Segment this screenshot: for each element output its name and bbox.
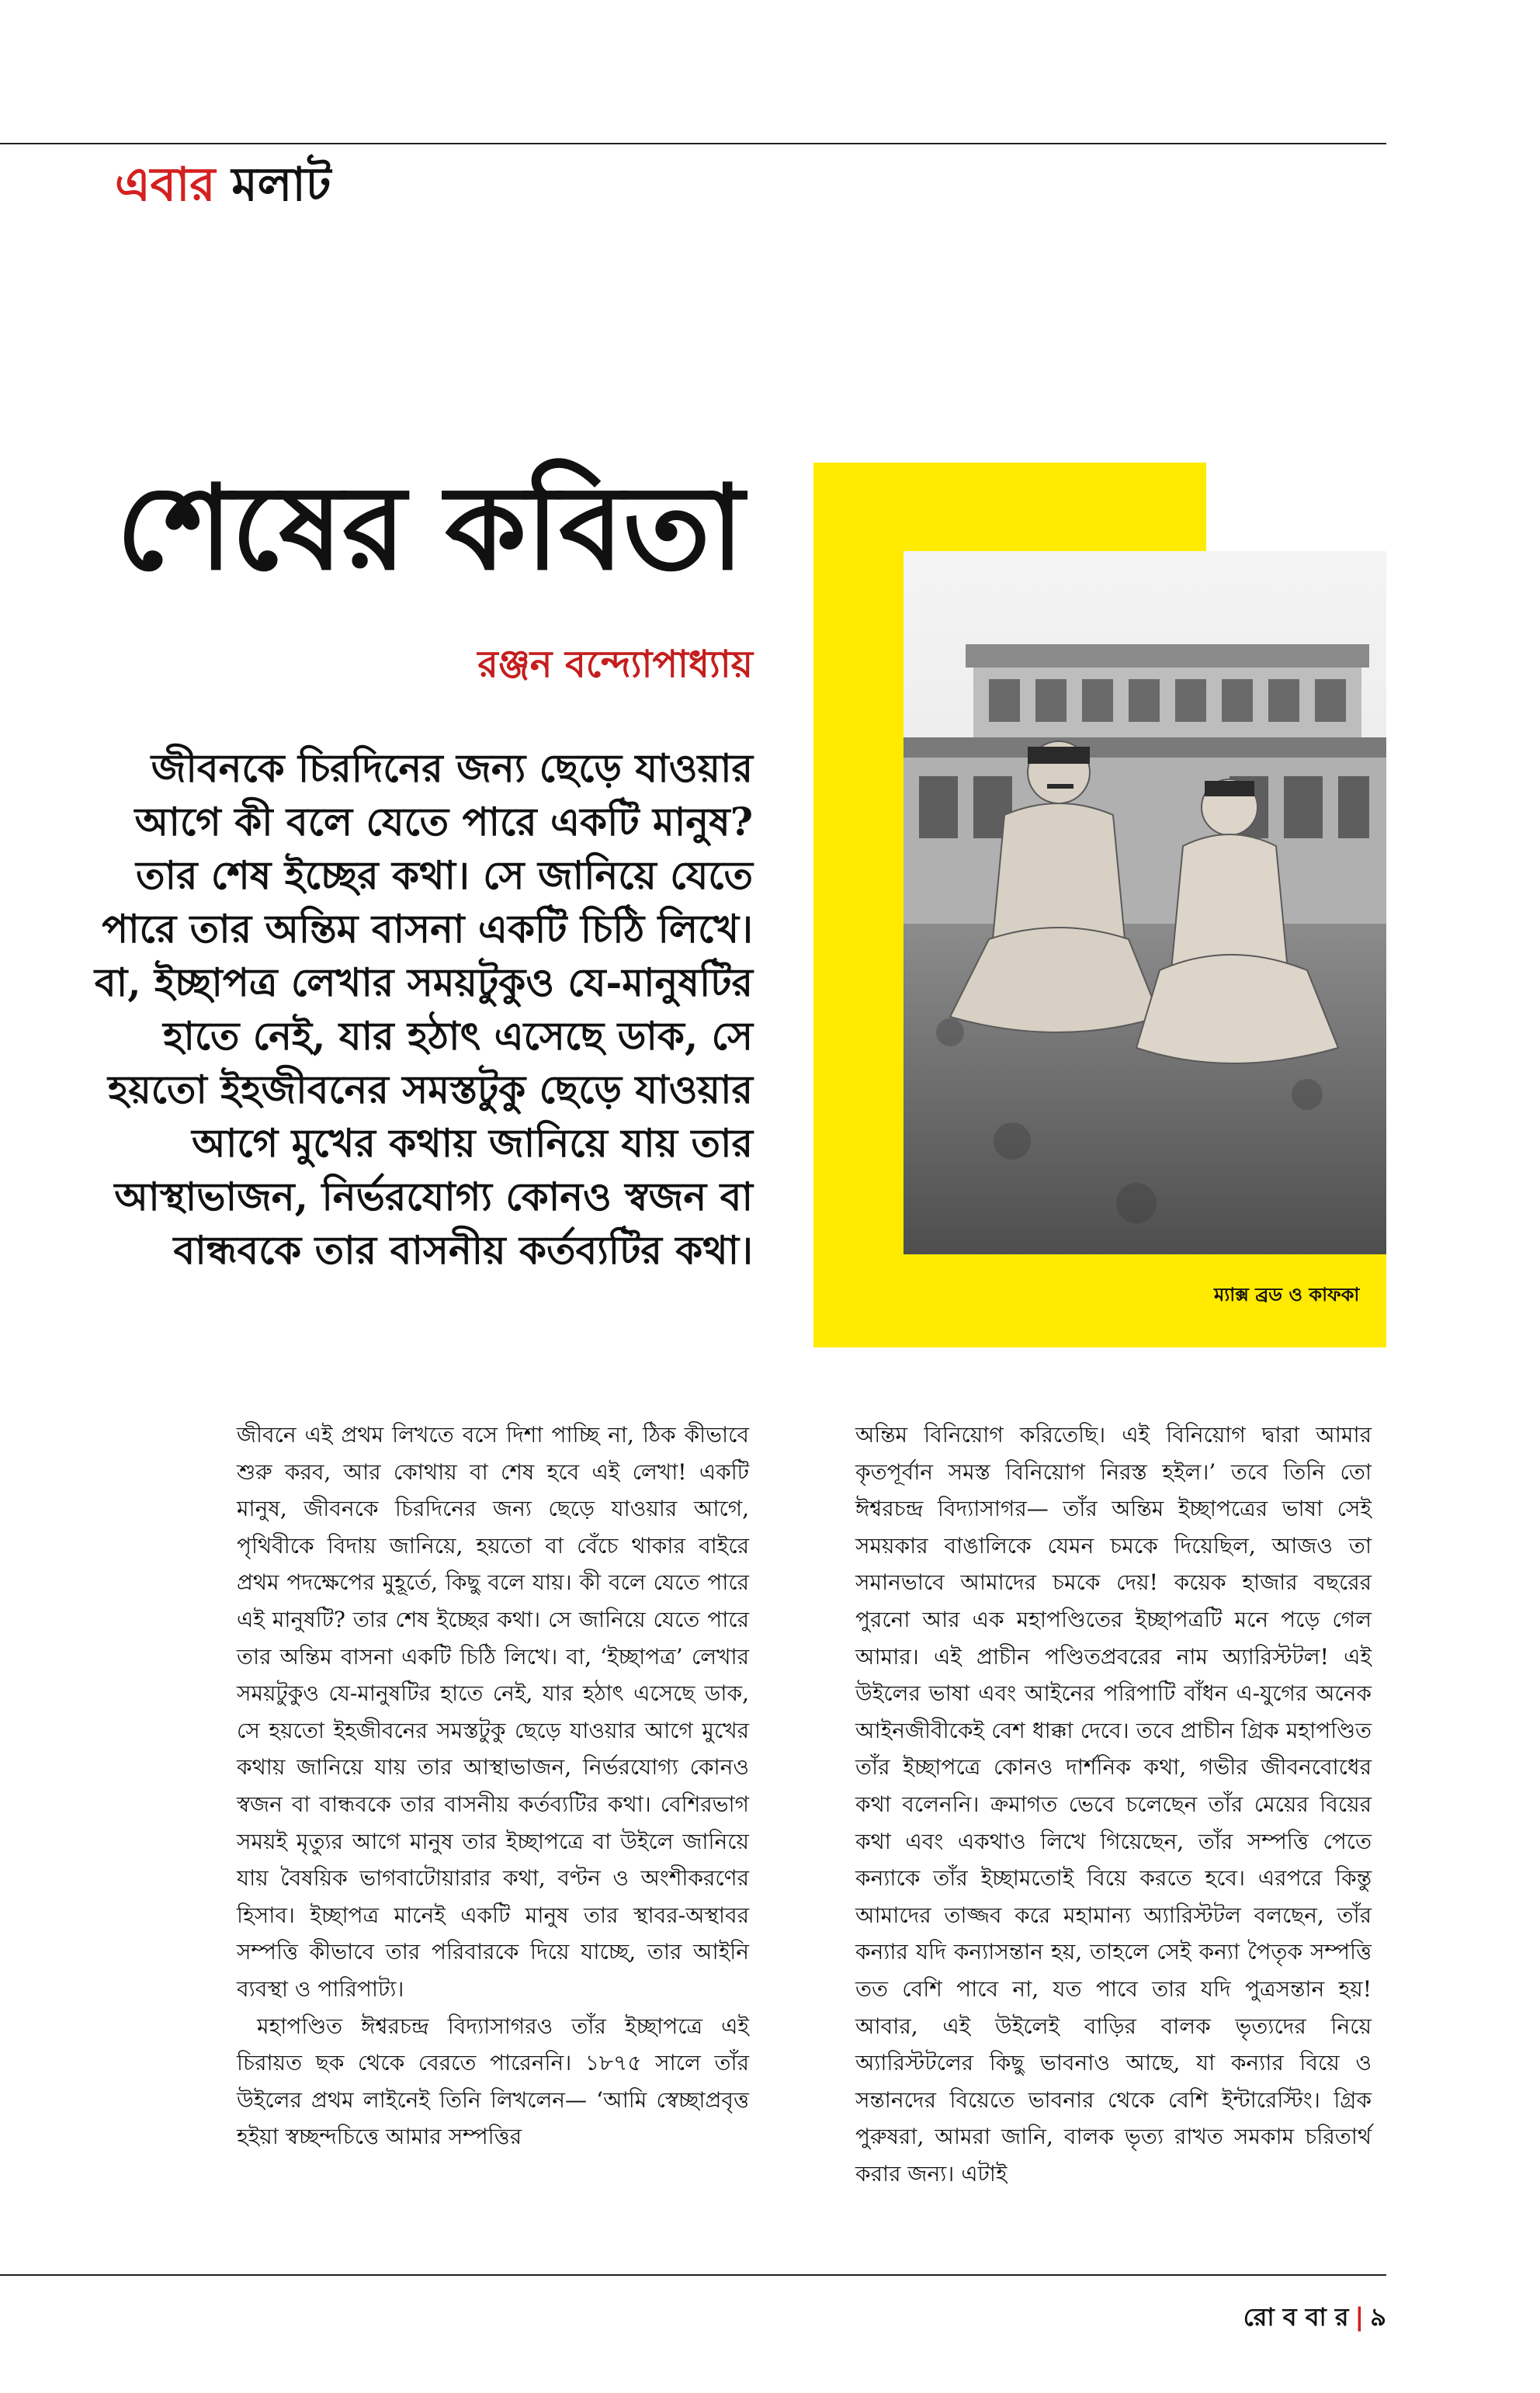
bottom-rule — [0, 2274, 1386, 2276]
footer-magazine-name: রো ব বা র — [1243, 2302, 1349, 2332]
body-column-left — [237, 1417, 749, 2155]
article-photo — [904, 551, 1386, 1254]
section-prefix: এবার — [115, 158, 216, 212]
section-name: মলাট — [231, 158, 331, 212]
section-label — [115, 158, 331, 212]
body-paragraph-2: মহাপণ্ডিত ঈশ্বরচন্দ্র বিদ্যাসাগরও তাঁর ইচ্ছাপত্রে এই চিরায়ত ছক থেকে বেরতে পারেননি। ১৮৭৫ সালে তাঁর উইলের প্রথম লাইনেই তিনি লিখলেন— ‘আমি স্বেচ্ছাপ্রবৃত্ত হইয়া স্বচ্ছন্দচিত্তে আমার সম্পত্তির — [237, 2013, 749, 2150]
body-paragraph-3: অন্তিম বিনিয়োগ করিতেছি। এই বিনিয়োগ দ্বারা আমার কৃতপূর্বান সমস্ত বিনিয়োগ নিরস্ত হইল।’ তবে তিনি তো ঈশ্বরচন্দ্র বিদ্যাসাগর— তাঁর অন্তিম ইচ্ছাপত্রের ভাষা সেই সময়কার বাঙালিকে যেমন চমকে দিয়েছিল, আজও তা সমানভাবে আমাদের চমকে দেয়! কয়েক হাজার বছরের পুরনো আর এক মহাপণ্ডিতের ইচ্ছাপত্রটি মনে পড়ে গেল আমার। এই প্রাচীন পণ্ডিতপ্রবরের নাম অ্যারিস্টটল! এই উইলের ভাষা এবং আইনের পরিপাটি বাঁধন এ-যুগের অনেক আইনজীবীকেই বেশ ধাক্কা দেবে। তবে প্রাচীন গ্রিক মহাপণ্ডিত তাঁর ইচ্ছাপত্রে কোনও দার্শনিক কথা, গভীর জীবনবোধের কথা বলেননি। ক্রমাগত ভেবে চলেছেন তাঁর মেয়ের বিয়ের কথা এবং একথাও লিখে গিয়েছেন, তাঁর সম্পত্তি পেতে কন্যাকে তাঁর ইচ্ছামতোই বিয়ে করতে হবে। এরপরে কিন্তু আমাদের তাজ্জব করে মহামান্য অ্যারিস্টটল বলছেন, তাঁর কন্যার যদি কন্যাসন্তান হয়, তাহলে সেই কন্যা পৈতৃক সম্পত্তি তত বেশি পাবে না, যত পাবে তার যদি পুত্রসন্তান হয়! আবার, এই উইলেই বাড়ির বালক ভৃত্যদের নিয়ে অ্যারিস্টটলের কিছু ভাবনাও আছে, যা কন্যার বিয়ে ও সন্তানদের বিয়েতে ভাবনার থেকে বেশি ইন্টারেস্টিং। গ্রিক পুরুষরা, আমরা জানি, বালক ভৃত্য রাখত সমকাম চরিতার্থ করার জন্য। এটাই — [855, 1422, 1372, 2187]
body-column-right — [855, 1417, 1372, 2192]
footer-page-number: ৯ — [1370, 2302, 1386, 2332]
photo-caption: ম্যাক্স ব্রড ও কাফকা — [1214, 1284, 1360, 1306]
top-rule — [0, 143, 1386, 144]
body-paragraph-1: জীবনে এই প্রথম লিখতে বসে দিশা পাচ্ছি না, ঠিক কীভাবে শুরু করব, আর কোথায় বা শেষ হবে এই লেখা! একটি মানুষ, জীবনকে চিরদিনের জন্য ছেড়ে যাওয়ার আগে, পৃথিবীকে বিদায় জানিয়ে, হয়তো বা বেঁচে থাকার বাইরে প্রথম পদক্ষেপের মুহূর্তে, কিছু বলে যায়। কী বলে যেতে পারে এই মানুষটি? তার শেষ ইচ্ছের কথা। সে জানিয়ে যেতে পারে তার অন্তিম বাসনা একটি চিঠি লিখে। বা, ‘ইচ্ছাপত্র’ লেখার সময়টুকুও যে-মানুষটির হাতে নেই, যার হঠাৎ এসেছে ডাক, সে হয়তো ইহজীবনের সমস্তটুকু ছেড়ে যাওয়ার আগে মুখের কথায় জানিয়ে যায় তার আস্থাভাজন, নির্ভরযোগ্য কোনও স্বজন বা বান্ধবকে তার বাসনীয় কর্তব্যটির কথা। বেশিরভাগ সময়ই মৃত্যুর আগে মানুষ তার ইচ্ছাপত্রে বা উইলে জানিয়ে যায় বৈষয়িক ভাগবাটোয়ারার কথা, বণ্টন ও অংশীকরণের হিসাব। ইচ্ছাপত্র মানেই একটি মানুষ তার স্থাবর-অস্থাবর সম্পত্তি কীভাবে তার পরিবারকে দিয়ে যাচ্ছে, তার আইনি ব্যবস্থা ও পারিপাট্য। — [237, 1422, 749, 2002]
article-byline: রঞ্জন বন্দ্যোপাধ্যায় — [477, 643, 753, 686]
photo-illustration — [904, 551, 1386, 1254]
article-intro: জীবনকে চিরদিনের জন্য ছেড়ে যাওয়ার আগে কী বলে যেতে পারে একটি মানুষ? তার শেষ ইচ্ছের কথা। সে জানিয়ে যেতে পারে তার অন্তিম বাসনা একটি চিঠি লিখে। বা, ইচ্ছাপত্র লেখার সময়টুকুও যে-মানুষটির হাতে নেই, যার হঠাৎ এসেছে ডাক, সে হয়তো ইহজীবনের সমস্তটুকু ছেড়ে যাওয়ার আগে মুখের কথায় জানিয়ে যায় তার আস্থাভাজন, নির্ভরযোগ্য কোনও স্বজন বা বান্ধবকে তার বাসনীয় কর্তব্যটির কথা। — [94, 745, 753, 1273]
article-headline: শেষের কবিতা — [116, 460, 744, 596]
footer-separator: | — [1354, 2302, 1365, 2332]
page-footer — [1243, 2298, 1386, 2339]
